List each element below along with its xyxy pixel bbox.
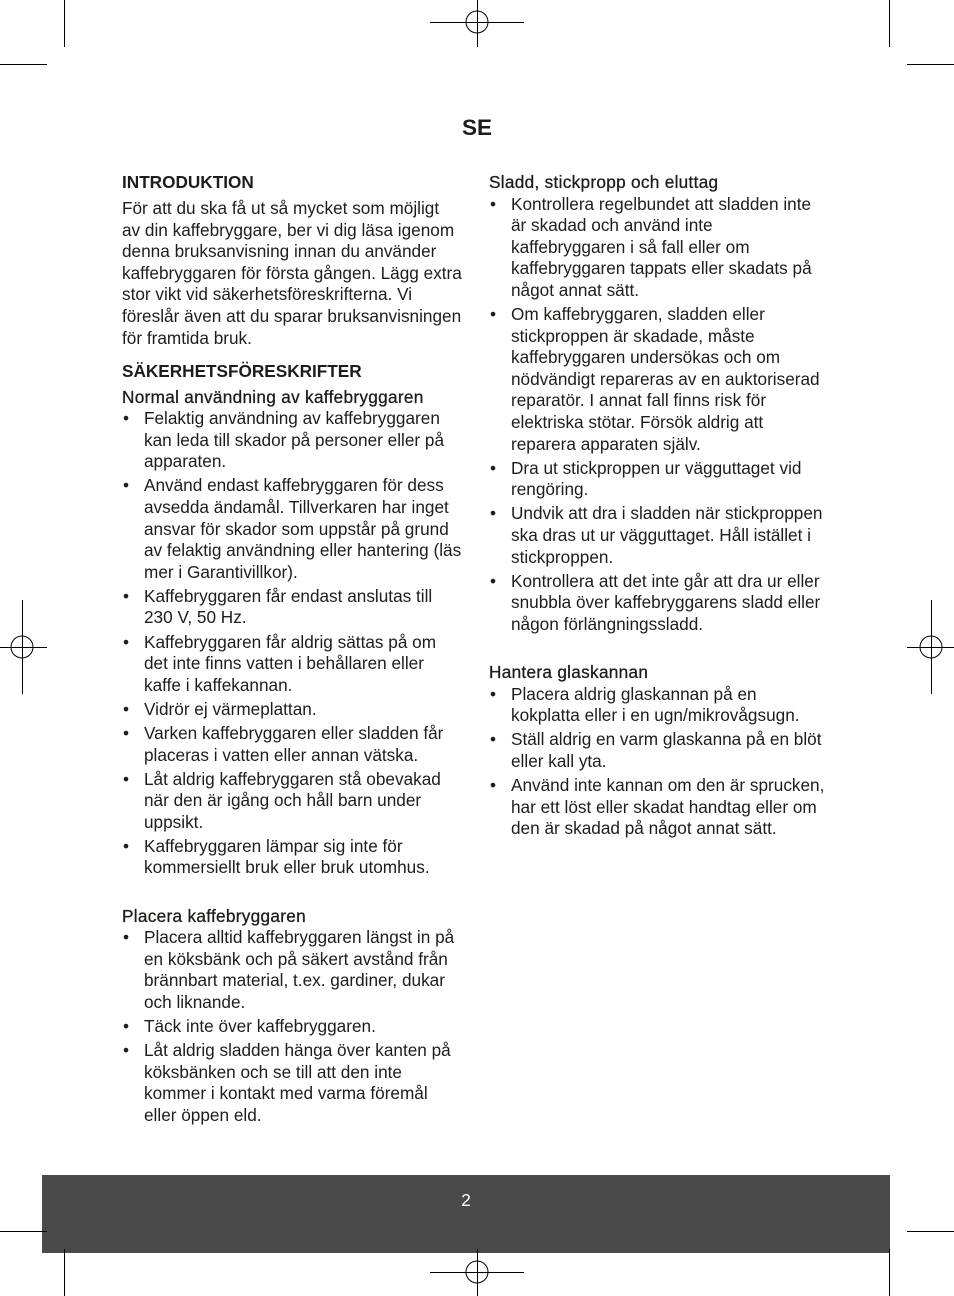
list-item: • Ställ aldrig en varm glaskanna på en blöt eller kall yta.	[489, 729, 839, 772]
list-item: • Placera alltid kaffebryggaren längst in på en köksbänk och på säkert avstånd från brännbart material, t.ex. gardiner, dukar och liknande.	[122, 927, 474, 1013]
list-item: • Om kaffebryggaren, sladden eller stickproppen är skadade, måste kaffebryggaren undersökas och om nödvändigt repareras av en auktoriserad reparatör. I annat fall finns risk för elektriska stötar. Försök aldrig att reparera apparaten själv.	[489, 304, 839, 455]
list-item: • Kontrollera att det inte går att dra ur eller snubbla över kaffebryggarens sladd eller någon förlängningssladd.	[489, 571, 839, 636]
list-item: • Dra ut stickproppen ur vägguttaget vid rengöring.	[489, 458, 839, 501]
crop-mark-top-right	[890, 0, 954, 65]
introduction-paragraph: För att du ska få ut så mycket som möjligt av din kaffebryggare, ber vi dig läsa igenom denna bruksanvisning innan du använder kaffebryggaren för första gången. Lägg extra stor vikt vid säkerhetsföreskrifterna. Vi föreslår även att du sparar bruksanvisningen för framtida bruk.	[122, 197, 462, 348]
registration-mark-right	[907, 600, 954, 694]
crop-mark-top-left	[0, 0, 65, 65]
list-item: • Varken kaffebryggaren eller sladden får placeras i vatten eller annan vätska.	[122, 723, 474, 766]
registration-mark-top	[430, 0, 524, 47]
language-heading: SE	[461, 115, 492, 140]
safety-heading: SÄKERHETSFÖRESKRIFTER	[122, 360, 362, 381]
list-item: • Låt aldrig kaffebryggaren stå obevakad när den är igång och håll barn under uppsikt.	[122, 769, 474, 834]
list-item: • Placera aldrig glaskannan på en kokplatta eller i en ugn/mikrovågsugn.	[489, 684, 839, 727]
list-item: • Kaffebryggaren lämpar sig inte för kommersiellt bruk eller bruk utomhus.	[122, 836, 474, 879]
crop-mark-bottom-left	[0, 1232, 65, 1296]
list-item: • Använd endast kaffebryggaren för dess avsedda ändamål. Tillverkaren har inget ansvar för skador som uppstår på grund av felaktig användning eller hantering (läs mer i Garantivillkor).	[122, 475, 474, 583]
page-number: 2	[461, 1190, 471, 1210]
list-item: • Kaffebryggaren får endast anslutas till 230 V, 50 Hz.	[122, 586, 474, 629]
placement-subheading: Placera kaffebryggaren	[122, 905, 306, 926]
registration-mark-bottom	[430, 1249, 524, 1296]
list-item: • Vidrör ej värmeplattan.	[122, 699, 474, 721]
list-item: • Låt aldrig sladden hänga över kanten på köksbänken och se till att den inte kommer i kontakt med varma föremål eller öppen eld.	[122, 1040, 474, 1126]
carafe-subheading: Hantera glaskannan	[489, 661, 649, 682]
list-item: • Undvik att dra i sladden när stickproppen ska dras ut ur vägguttaget. Håll istället i stickproppen.	[489, 503, 839, 568]
list-item: • Felaktig användning av kaffebryggaren kan leda till skador på personer eller på apparaten.	[122, 408, 474, 473]
normal-use-subheading: Normal användning av kaffebryggaren	[122, 386, 424, 407]
list-item: • Kontrollera regelbundet att sladden inte är skadad och använd inte kaffebryggaren i så fall eller om kaffebryggaren tappats eller skadats på något annat sätt.	[489, 194, 839, 302]
list-item: • Täck inte över kaffebryggaren.	[122, 1016, 474, 1038]
registration-mark-left	[0, 600, 47, 694]
crop-mark-bottom-right	[890, 1232, 954, 1296]
list-item: • Kaffebryggaren får aldrig sättas på om det inte finns vatten i behållaren eller kaffe i kaffekannan.	[122, 632, 474, 697]
cord-subheading: Sladd, stickpropp och eluttag	[489, 172, 719, 192]
list-item: • Använd inte kannan om den är sprucken, har ett löst eller skadat handtag eller om den är skadad på något annat sätt.	[489, 775, 839, 840]
introduction-heading: INTRODUKTION	[122, 172, 254, 192]
